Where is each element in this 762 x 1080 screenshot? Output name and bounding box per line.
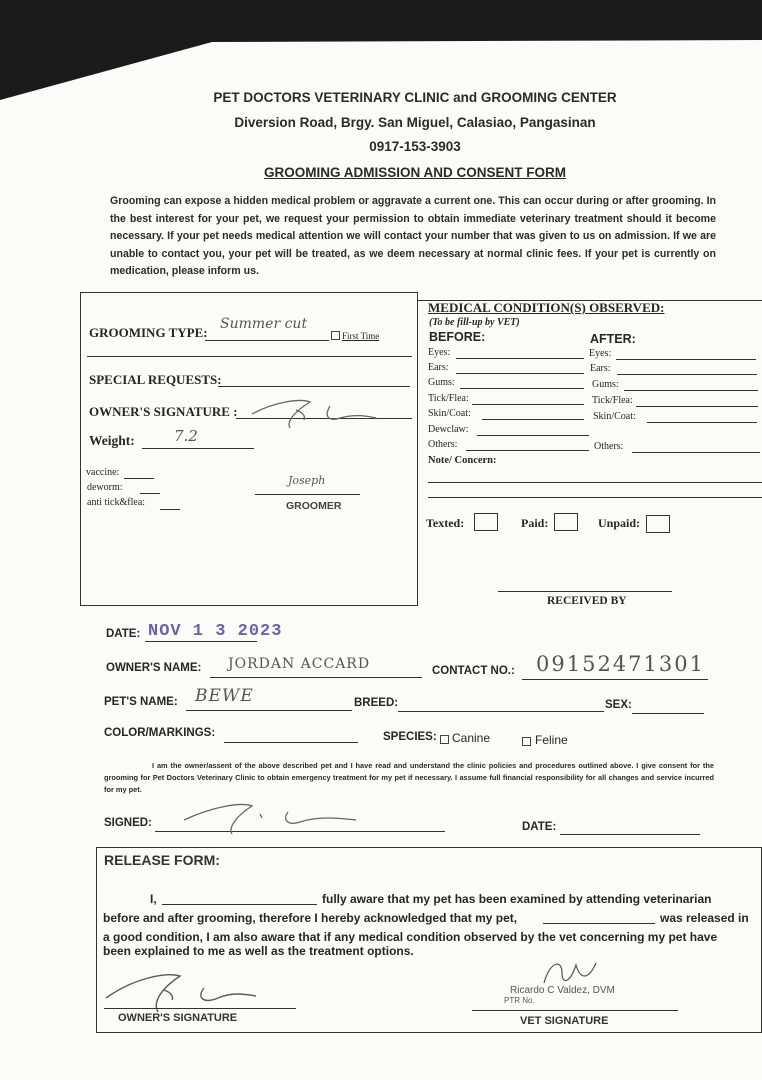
ears-after-label: Ears: xyxy=(590,363,611,374)
tick-before-label: Tick/Flea: xyxy=(428,393,469,404)
skin-after-field[interactable] xyxy=(647,422,757,423)
release-title: RELEASE FORM: xyxy=(104,852,220,868)
medical-title: MEDICAL CONDITION(S) OBSERVED: xyxy=(428,300,665,315)
skin-before-field[interactable] xyxy=(482,419,584,420)
dewclaw-label: Dewclaw: xyxy=(428,424,469,435)
consent-date-label: DATE: xyxy=(522,821,557,833)
species-label: SPECIES: xyxy=(383,731,437,743)
ptr-label: PTR No. xyxy=(504,996,535,1005)
owner-name-label: OWNER'S NAME: xyxy=(106,662,202,674)
pet-name-label: PET'S NAME: xyxy=(104,696,178,708)
sex-label: SEX: xyxy=(605,699,632,711)
contact-value: 09152471301 xyxy=(536,652,705,676)
dewclaw-field[interactable] xyxy=(477,435,589,436)
pet-name-field[interactable] xyxy=(186,710,352,711)
intro-paragraph: Grooming can expose a hidden medical problem or aggravate a current one. This can occur during or after grooming. In the best interest for your pet, we request your permission to obtain immediate veterinary treatment should it become necessary. If your pet needs medical attention we will contact your number that was given to us on admission. If we are unable to contact you, your pet will be treated, as we deem necessary at normal clinic fees. If your pet is currently on medication, please inform us. xyxy=(110,195,716,277)
tick-after-label: Tick/Flea: xyxy=(592,395,633,406)
clinic-address: Diversion Road, Brgy. San Miguel, Calasiao, Pangasinan xyxy=(234,115,596,130)
after-label: AFTER: xyxy=(590,332,636,346)
canine-label: Canine xyxy=(452,731,491,745)
grooming-type-field[interactable] xyxy=(205,340,329,341)
grooming-type-value: Summer cut xyxy=(220,316,308,332)
groomer-label: GROOMER xyxy=(286,500,342,512)
groomer-signature: Joseph xyxy=(288,474,326,487)
skin-before-label: Skin/Coat: xyxy=(428,408,471,419)
first-time-checkbox[interactable] xyxy=(331,331,340,340)
release-owner-signature-label: OWNER'S SIGNATURE xyxy=(118,1012,238,1024)
signed-label: SIGNED: xyxy=(104,817,152,829)
contact-field[interactable] xyxy=(522,679,708,680)
contact-label: CONTACT NO.: xyxy=(432,665,515,677)
texted-checkbox[interactable] xyxy=(474,513,498,531)
others-after-field[interactable] xyxy=(632,452,760,453)
eyes-after-field[interactable] xyxy=(616,359,756,360)
others-after-label: Others: xyxy=(594,441,624,452)
release-pet-name-field[interactable] xyxy=(543,923,655,924)
sex-field[interactable] xyxy=(632,713,704,714)
weight-label: Weight: xyxy=(89,433,135,448)
tick-before-field[interactable] xyxy=(472,404,584,405)
owner-name-field[interactable] xyxy=(210,677,422,678)
clinic-phone: 0917-153-3903 xyxy=(369,139,461,154)
vet-signature-field[interactable] xyxy=(472,1010,678,1011)
feline-checkbox[interactable] xyxy=(522,737,531,746)
color-label: COLOR/MARKINGS: xyxy=(104,727,216,739)
release-line2b: was released in xyxy=(660,911,749,925)
owner-signature-label: OWNER'S SIGNATURE : xyxy=(89,404,238,419)
ears-before-label: Ears: xyxy=(428,362,449,373)
unpaid-checkbox[interactable] xyxy=(646,515,670,533)
special-requests-field[interactable] xyxy=(218,386,410,387)
canine-checkbox[interactable] xyxy=(440,735,449,744)
owner-name-value: JORDAN ACCARD xyxy=(228,656,371,672)
skin-after-label: Skin/Coat: xyxy=(593,411,636,422)
form-title: GROOMING ADMISSION AND CONSENT FORM xyxy=(264,165,566,180)
medical-subtitle: (To be fill-up by VET) xyxy=(429,317,520,328)
consent-text: I am the owner/assent of the above described pet and I have read and understand the clinic policies and procedures outlined above. I give consent for the grooming for Pet Doctors Veterinary Clinic to obtain emergency treatment for my pet if necessary. I assume full financial responsibility for all changes and service incurred for my pet. xyxy=(104,761,714,794)
paid-checkbox[interactable] xyxy=(554,513,578,531)
breed-field[interactable] xyxy=(398,711,604,712)
clinic-name: PET DOCTORS VETERINARY CLINIC and GROOMING CENTER xyxy=(213,90,617,105)
unpaid-label: Unpaid: xyxy=(598,516,641,530)
release-owner-signature-field[interactable] xyxy=(104,1008,296,1009)
vaccine-label: vaccine: xyxy=(86,467,120,478)
feline-label: Feline xyxy=(535,733,568,747)
weight-field[interactable] xyxy=(142,448,254,449)
release-line1b: fully aware that my pet has been examined by attending veterinarian xyxy=(322,892,712,906)
first-time-label: First Time xyxy=(342,331,380,341)
weight-value: 7.2 xyxy=(174,427,198,445)
vet-signature-label: VET SIGNATURE xyxy=(520,1015,609,1027)
date-field[interactable] xyxy=(145,641,257,642)
color-field[interactable] xyxy=(224,742,358,743)
special-requests-label: SPECIAL REQUESTS: xyxy=(89,372,222,387)
eyes-before-label: Eyes: xyxy=(428,347,451,358)
received-by-field[interactable] xyxy=(498,591,672,592)
release-line1a: I, xyxy=(150,892,157,906)
release-owner-signature-drawing xyxy=(104,968,264,1018)
others-before-field[interactable] xyxy=(466,450,589,451)
release-line4: been explained to me as well as the treatment options. xyxy=(103,944,414,958)
consent-date-field[interactable] xyxy=(560,834,700,835)
deworm-label: deworm: xyxy=(87,482,123,493)
paid-label: Paid: xyxy=(521,516,549,530)
release-line3: a good condition, I am also aware that if any medical condition observed by the vet concerning my pet have xyxy=(103,930,718,944)
gums-before-label: Gums: xyxy=(428,377,455,388)
ears-after-field[interactable] xyxy=(617,374,757,375)
antitick-label: anti tick&flea: xyxy=(87,497,146,508)
ears-before-field[interactable] xyxy=(456,373,584,374)
eyes-before-field[interactable] xyxy=(456,358,584,359)
others-before-label: Others: xyxy=(428,439,458,450)
vet-name: Ricardo C Valdez, DVM xyxy=(510,985,615,996)
consent-signature-drawing xyxy=(178,798,378,838)
date-stamp: NOV 1 3 2023 xyxy=(148,622,283,641)
note-field-2[interactable] xyxy=(428,497,762,498)
gums-after-label: Gums: xyxy=(592,379,619,390)
eyes-after-label: Eyes: xyxy=(589,348,612,359)
date-label: DATE: xyxy=(106,628,141,640)
breed-label: BREED: xyxy=(354,697,399,709)
texted-label: Texted: xyxy=(426,516,465,530)
received-by-label: RECEIVED BY xyxy=(547,595,627,607)
gums-before-field[interactable] xyxy=(460,388,584,389)
release-line2a: before and after grooming, therefore I hereby acknowledged that my pet, xyxy=(103,911,518,925)
tick-after-field[interactable] xyxy=(636,406,758,407)
pet-name-value: BEWE xyxy=(195,686,254,706)
note-label: Note/ Concern: xyxy=(428,455,497,466)
release-owner-name-field[interactable] xyxy=(162,904,317,905)
owner-signature-drawing xyxy=(244,392,384,432)
grooming-type-label: GROOMING TYPE: xyxy=(89,325,208,340)
before-label: BEFORE: xyxy=(429,330,486,344)
note-field-1[interactable] xyxy=(428,482,762,483)
gums-after-field[interactable] xyxy=(624,390,758,391)
